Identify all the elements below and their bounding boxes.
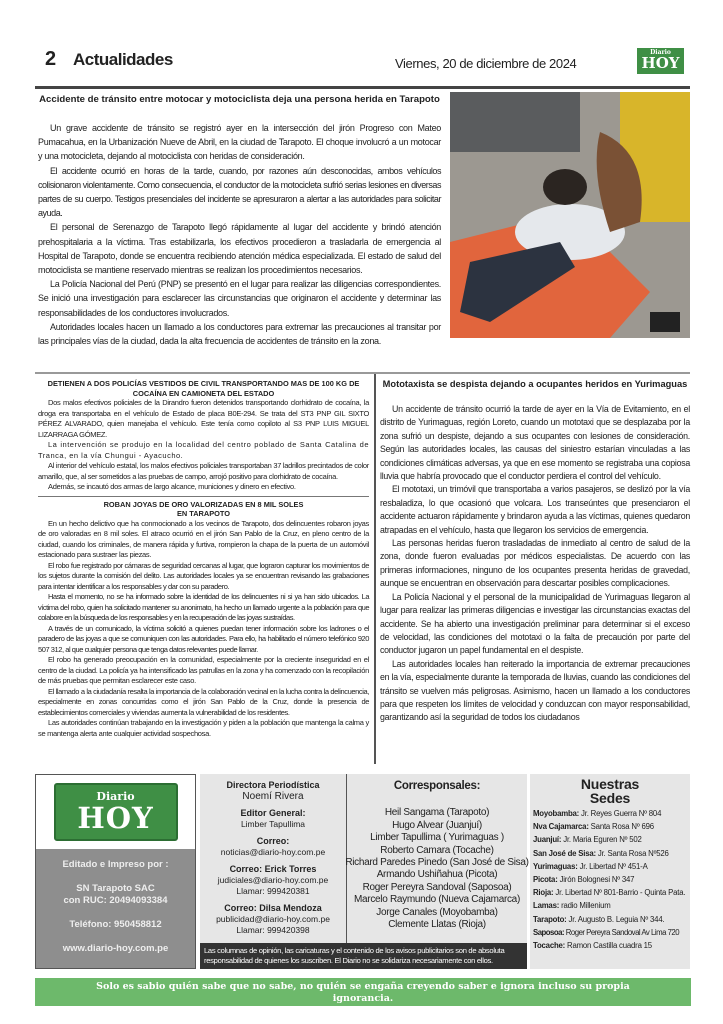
correspondent: Armando Ushiñahua (Picota): [376, 869, 498, 881]
brief-divider: [38, 496, 369, 497]
page-number: 2: [45, 48, 57, 70]
office-city: Rioja:: [533, 888, 554, 898]
offices-box: [530, 774, 690, 969]
paragraph: La Policía Nacional y el personal de la municipalidad de Yurimaguas llegaron al lugar para realizar las primeras diligencias e investigar las circunstancias exactas del accidente. Se ha abierto una investigación preliminar para determinar si el exceso de velocidad, las condiciones del mototaxi o la falta de precaución por parte del conductor jugaron un papel fundamental en el despiste.: [380, 591, 690, 656]
paragraph: A través de un comunicado, la víctima solicitó a quienes puedan tener información sobre los ladrones o el paradero de las joyas a que se comuniquen con las autoridades. Para ello, ha habilitado el número telefónico 920 507 312, al que cualquier persona que tenga datos relevantes puede llamar.: [38, 623, 369, 654]
paragraph: El llamado a la ciudadanía resalta la importancia de la colaboración vecinal en la lucha contra la delincuencia, especialmente en zonas concurridas como el jirón San Pablo de la Cruz, donde la presencia de establecimientos comerciales y viviendas aumenta la vulnerabilidad de los residentes.: [38, 686, 369, 717]
publisher-box: [35, 774, 196, 969]
paragraph: El robo ha generado preocupación en la comunidad, especialmente por la creciente inseguridad en el centro de la ciudad. La policía ya ha intensificado las patrullas en la zona y ha comenzado con la recopilación de más pruebas que permitan esclarecer este caso.: [38, 655, 369, 685]
paragraph: Al interior del vehículo estatal, los malos efectivos policiales transportaban 37 ladrillos precintados de color amarillo, que, al ser sometidos a las pruebas de campo, arrojó positivo para clorhidrato de cocaína.: [38, 461, 369, 481]
office: [533, 873, 687, 886]
office-city: Tocache:: [533, 941, 566, 951]
correspondent: Clemente Llatas (Rioja): [388, 919, 486, 931]
section-title: Actualidades: [73, 50, 173, 69]
correspondents-title: Corresponsales:: [393, 780, 481, 792]
brief-title: DETIENEN A DOS POLICÍAS VESTIDOS DE CIVIL TRANSPORTANDO MAS DE 100 KG DE COCAÍNA EN CAMIONETA DEL ESTADO: [47, 379, 360, 398]
paragraph: El personal de Serenazgo de Tarapoto llegó rápidamente al lugar del accidente y brindó atención prehospitalaria a la víctima. Tras estabilizarla, los efectivos procedieron a trasladarla de emergencia al Hospital de Tarapoto, donde se encuentra recibiendo atención médica especializada. El estado de salud del motociclista se mantiene reservado mientras se realizan los procedimientos necesarios.: [38, 222, 441, 276]
masthead-logo: [637, 48, 684, 74]
paragraph: Además, se incautó dos armas de largo alcance, municiones y dinero en efectivo.: [48, 482, 296, 491]
paragraph: El accidente ocurrió en horas de la tarde, cuando, por razones aún desconocidas, ambos vehículos colisionaron violentamente. Como consecuencia, el conductor de la motocicleta sufrió serias lesiones en diversas partes de su cuerpo. Testigos presenciales del incidente se apresuraron a alertar a las autoridades para solicitar ayuda.: [38, 165, 441, 219]
header-divider: [35, 86, 690, 89]
paragraph: Un accidente de tránsito ocurrió la tarde de ayer en la Vía de Evitamiento, en el distrito de Yurimaguas, región Loreto, cuando un mototaxi que se desplazaba por la zona sufrió un despiste, dejando a sus ocupantes con lesiones de consideración. Según las autoridades locales, las causas del siniestro estarían vinculadas a las condiciones climáticas adversas, ya que en ese momento se registraba una copiosa lluvia que habría provocado que el conductor perdiera el control del vehículo.: [380, 404, 690, 482]
office: [533, 913, 687, 926]
staff-email[interactable]: judiciales@diario-hoy.com.pe: [217, 875, 329, 885]
paragraph: Las personas heridas fueron trasladadas de inmediato al centro de salud de la zona, donde fueron evaluadas por médicos especialistas. De acuerdo con las primeras informaciones, ninguno de los ocupantes presenta heridas de gravedad, aunque se encuentran en observación para descartar posibles complicaciones.: [380, 538, 690, 589]
staff-title: Directora Periodística: [226, 780, 320, 790]
disclaimer: Las columnas de opinión, las caricaturas y el contenido de los avisos publicitarios son de absoluta responsabilidad de quienes los suscriben. El Diario no se solidariza necesariamente con ellos.: [200, 943, 527, 969]
office-city: Saposoa:: [533, 927, 565, 937]
office-city: Nva Cajamarca:: [533, 822, 589, 832]
office: [533, 833, 687, 846]
office-city: Juanjuí:: [533, 835, 562, 845]
staff-title: Correo:: [256, 836, 290, 846]
offices-title: Nuestras Sedes: [580, 776, 640, 806]
paragraph: Autoridades locales hacen un llamado a los conductores para extremar las precauciones al transitar por las principales vías de la ciudad, dada la alta frecuencia de accidentes de tránsito en la zona.: [38, 321, 441, 347]
paragraph: El mototaxi, un trimóvil que transportaba a varios pasajeros, se deslizó por la vía resbaladiza, lo que ocasionó que volcara. Los transeúntes que presenciaron el accidente actuaron rápidamente y brindaron ayuda a las víctimas, quienes quedaron atrapadas en el vehículo, hasta que llegaron los servicios de emergencia.: [380, 484, 690, 535]
logo-main-text: HOY: [77, 801, 154, 835]
office: [533, 860, 687, 873]
paragraph: Las autoridades locales han reiterado la importancia de extremar precauciones en la vía, especialmente durante la temporada de lluvias, cuando las condiciones del tránsito se vuelven más peligrosas. Asimismo, hacen un llamado a los conductores para que respeten los límites de velocidad y conduzcan con mayor responsabilidad, garantizando así la seguridad de todos los ciudadanos: [380, 658, 690, 723]
office-address: Santa Rosa Nº 696: [588, 822, 654, 832]
website-link[interactable]: www.diario-hoy.com.pe: [62, 943, 169, 954]
office: [533, 807, 687, 820]
correspondent: Roberto Camara (Tocache): [380, 844, 494, 856]
office-address: Roger Pereyra Sandoval Av Lima 720: [564, 927, 680, 937]
correspondent: Marcelo Raymundo (Nueva Cajamarca): [354, 894, 520, 906]
office: [533, 939, 687, 952]
correspondent: Heil Sangama (Tarapoto): [384, 807, 490, 819]
office: [533, 820, 687, 833]
staff-name: Noemí Rivera: [242, 791, 304, 802]
office-address: Jr. Libertad Nº 451-A: [577, 861, 648, 871]
correspondent: Richard Paredes Pinedo (San José de Sisa): [345, 857, 529, 869]
office-city: Moyobamba:: [533, 809, 580, 818]
office: [533, 886, 687, 899]
office-address: Jirón Bolognesi Nº 347: [557, 875, 635, 885]
staff-name: Limber Tapullima: [240, 819, 306, 829]
diario-hoy-logo: [54, 783, 178, 841]
office-address: Jr. Libertad Nº 801-Barrio - Quinta Pata.: [553, 888, 686, 898]
office-address: Jr. Maria Eguren Nº 502: [561, 835, 642, 845]
office-city: Tarapoto:: [533, 914, 567, 924]
correspondent: Limber Tapullima ( Yurimaguas ): [370, 832, 504, 844]
office-city: Lamas:: [533, 901, 560, 911]
paragraph: Dos malos efectivos policiales de la Dirandro fueron detenidos transportando clorhidrato de cocaína, la droga era transportaba en el vehículo de Estado de placa B0E-294. Se trata del ST3 PNP GIL SIXTO PÉREZ ALVARADO, quien manejaba el vehículo. Este tenía como copiloto al S3 PNP LUIS MIGUEL LIZARRAGA GÓMEZ.: [38, 398, 369, 439]
office-address: Ramon Castilla cuadra 15: [565, 941, 652, 951]
paragraph: Hasta el momento, no se ha informado sobre la identidad de los delincuentes ni si ya han sido ubicados. La víctima del robo, quien ha solicitado mantener su anonimato, ha hecho un llamado urgente a la población para que colabore en la búsqueda de los responsables y en la recuperación de las joyas sustraídas.: [38, 592, 369, 622]
logo-top-text: Diario: [96, 790, 135, 803]
main-article: [38, 93, 441, 348]
office-address: Jr. Reyes Guerra Nº 804: [579, 809, 662, 818]
office-city: San José de Sisa:: [533, 848, 596, 858]
column-divider: [374, 374, 376, 764]
paragraph: Un grave accidente de tránsito se registró ayer en la intersección del jirón Progreso con Mateo Pumacahua, en la Urbanización Nueve de Abril, en la ciudad de Tarapoto. El choque involucró a un motocar y una motocicleta, dejando al motociclista con heridas de consideración.: [38, 123, 441, 162]
issue-date: Viernes, 20 de diciembre de 2024: [395, 56, 577, 71]
edited-by-label: Editado e Impreso por :: [62, 859, 169, 870]
paragraph: Las autoridades continúan trabajando en la investigación y piden a la población que mantenga la calma y se mantenga alerta ante cualquier actividad sospechosa.: [38, 718, 369, 738]
office-city: Picota:: [533, 875, 558, 885]
office: [533, 926, 687, 939]
logo-main-text: HOY: [641, 54, 680, 72]
correspondents-box: [346, 774, 527, 944]
brief-title: ROBAN JOYAS DE ORO VALORIZADAS EN 8 MIL SOLES EN TARAPOTO: [103, 499, 304, 518]
logo-top-text: Diario: [650, 49, 671, 56]
office-address: radio Millenium: [559, 901, 611, 911]
main-article-title: Accidente de tránsito entre motocar y motociclista deja una persona herida en Tarapoto: [39, 94, 440, 105]
office-city: Yurimaguas:: [533, 861, 578, 871]
staff-title: Editor General:: [240, 808, 306, 818]
paragraph: En un hecho delictivo que ha conmocionado a los vecinos de Tarapoto, dos delincuentes robaron joyas de oro valoradas en 8 mil soles. El atraco ocurrió en el jirón San Pablo de la Cruz, en pleno centro de la ciudad, cuando los criminales, de manera rápida y furtiva, rompieron la chapa de la puerta de un automóvil estacionado para sustraer las piezas.: [38, 518, 369, 559]
phone-number: Teléfono: 950458812: [69, 919, 162, 930]
correspondent: Hugo Alvear (Juanjuí): [392, 819, 482, 831]
company-name: SN Tarapoto SAC: [76, 883, 155, 894]
paragraph: La Policía Nacional del Perú (PNP) se presentó en el lugar para realizar las diligencias correspondientes. Se inició una investigación para esclarecer las circunstancias que originaron el accidente y determinar las responsabilidades de los conductores involucrados.: [38, 279, 441, 318]
staff-title: Correo: Dilsa Mendoza: [224, 903, 322, 913]
office-address: Jr. Augusto B. Leguia Nº 344.: [566, 914, 665, 924]
news-briefs: [38, 379, 369, 739]
paragraph: El robo fue registrado por cámaras de seguridad cercanas al lugar, que lograron capturar los movimientos de los sujetos durante la comisión del delito. Las autoridades locales ya se encuentran revisando las grabaciones para intentar identificar a los responsables y dar con su paradero.: [38, 560, 369, 591]
staff-email[interactable]: noticias@diario-hoy.com.pe: [220, 847, 326, 857]
office: [533, 847, 687, 860]
quote-banner: Solo es sabio quién sabe que no sabe, no quién se engaña creyendo saber e ignora incluso su propia ignorancia.: [35, 978, 691, 1006]
office-address: Jr. Santa Rosa Nº526: [595, 848, 669, 858]
second-article: [380, 379, 690, 725]
staff-title: Correo: Erick Torres: [229, 864, 317, 874]
staff-phone: Llamar: 999420398: [236, 925, 310, 935]
staff-box: [200, 774, 346, 944]
staff-phone: Llamar: 999420381: [236, 886, 310, 896]
correspondent: Roger Pereyra Sandoval (Saposoa): [362, 881, 512, 893]
accident-photo: [450, 92, 690, 338]
correspondent: Jorge Canales (Moyobamba): [376, 906, 498, 918]
company-ruc: con RUC: 20494093384: [63, 895, 168, 906]
staff-email[interactable]: publicidad@diario-hoy.com.pe: [216, 914, 330, 924]
section-divider: [35, 372, 690, 374]
paragraph: La intervención se produjo en la localidad del centro poblado de Santa Catalina de Tranca, en la vía Chungui - Ayacucho.: [38, 440, 369, 460]
second-article-title: Mototaxista se despista dejando a ocupantes heridos en Yurimaguas: [382, 379, 688, 389]
office: [533, 899, 687, 912]
